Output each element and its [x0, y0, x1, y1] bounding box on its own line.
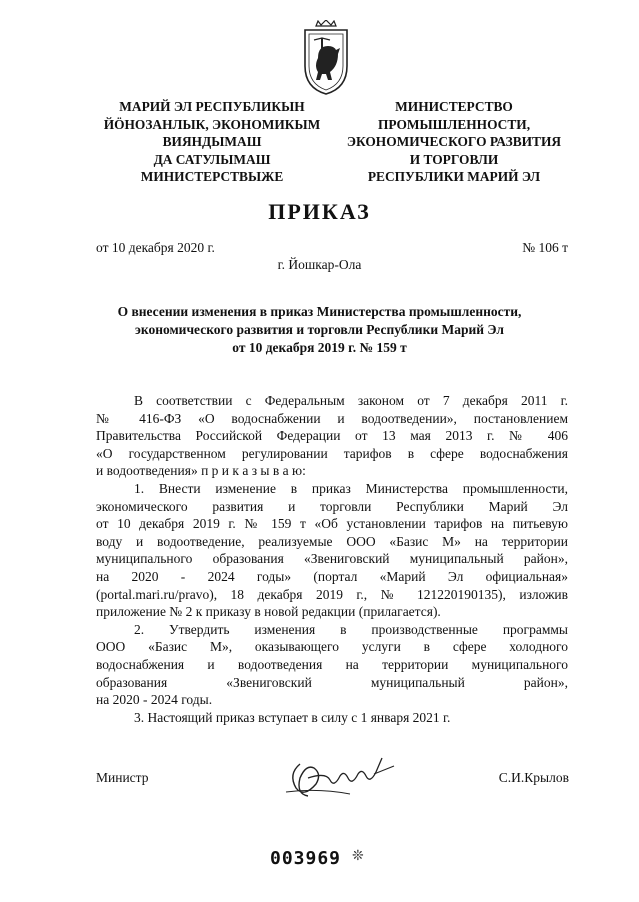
- header-line: И ТОРГОВЛИ: [409, 151, 499, 167]
- body-line: приложение № 2 к приказу в новой редакции (прилагается).: [96, 604, 441, 620]
- body-line: экономического развития и торговли Республики Марий Эл: [96, 498, 568, 514]
- body-line: и водоотведения» п р и к а з ы в а ю:: [96, 463, 306, 479]
- body-line: ООО «Базис М», оказывающего услуги в сфере холодного: [96, 639, 568, 655]
- header-line: МИНИСТЕРСТВО: [395, 99, 513, 114]
- document-title: ПРИКАЗ: [268, 199, 371, 224]
- header-line: МАРИЙ ЭЛ РЕСПУБЛИКЫН: [119, 99, 305, 114]
- body-paragraph-1: [96, 480, 568, 621]
- header-line: ЭКОНОМИЧЕСКОГО РАЗВИТИЯ: [346, 134, 562, 149]
- body-paragraph-3: [96, 709, 568, 727]
- body-line: «О государственном регулировании тарифов в сфере водоснабжения: [96, 445, 568, 461]
- body-line: № 416-ФЗ «О водоснабжении и водоотведении», постановлением: [96, 410, 568, 426]
- body-line: от 10 декабря 2019 г. № 159 т «Об установлении тарифов на питьевую: [96, 516, 568, 532]
- header-line: МИНИСТЕРСТВЫЖЕ: [140, 169, 284, 184]
- handwritten-signature-icon: [278, 744, 406, 806]
- header-line: ЙӦНОЗАНЛЫК, ЭКОНОМИКЫМ: [103, 116, 321, 132]
- body-paragraph-2: [96, 621, 568, 709]
- document-body: [96, 392, 568, 726]
- subject-line: от 10 декабря 2019 г. № 159 т: [232, 340, 407, 355]
- signatory-title: Министр: [96, 770, 149, 785]
- document-date: от 10 декабря 2020 г.: [96, 240, 215, 255]
- body-line: (portal.mari.ru/pravo), 18 декабря 2019 г., № 121220190135), изложив: [96, 586, 568, 602]
- coat-of-arms-icon: [298, 20, 354, 96]
- body-line: В соответствии с Федеральным законом от 7 декабря 2011 г.: [134, 393, 568, 408]
- document-subject: [0, 303, 639, 357]
- document-city: г. Йошкар-Ола: [277, 257, 362, 272]
- subject-line: экономического развития и торговли Республики Марий Эл: [135, 322, 504, 337]
- body-line: 2. Утвердить изменения в производственные программы: [134, 621, 568, 637]
- body-line: на 2020 - 2024 годы.: [96, 692, 213, 708]
- body-paragraph-preamble: [96, 392, 568, 480]
- body-line: 1. Внести изменение в приказ Министерства промышленности,: [134, 480, 568, 496]
- header-line: ПРОМЫШЛЕННОСТИ,: [377, 116, 531, 132]
- ornament-icon: ❊: [352, 849, 364, 864]
- header-ministry-mari: [82, 98, 342, 186]
- body-line: образования «Звениговский муниципальный район»,: [96, 674, 568, 690]
- body-line: 3. Настоящий приказ вступает в силу с 1 января 2021 г.: [134, 709, 451, 725]
- body-line: водоснабжения и водоотведения на территории муниципального: [96, 656, 568, 672]
- subject-line: О внесении изменения в приказ Министерства промышленности,: [117, 304, 522, 319]
- serial-number: 003969: [270, 848, 342, 869]
- body-line: Правительства Российской Федерации от 13 мая 2013 г. № 406: [96, 428, 568, 444]
- header-line: ВИЯНДЫМАШ: [162, 134, 262, 149]
- header-ministry-russian: [322, 98, 586, 186]
- body-line: на 2020 - 2024 годы» (портал «Марий Эл официальная»: [96, 568, 568, 584]
- body-line: воду и водоотведение, реализуемые ООО «Базис М» на территории: [96, 533, 568, 549]
- signatory-name: С.И.Крылов: [498, 770, 569, 785]
- header-line: ДА САТУЛЫМАШ: [153, 151, 271, 167]
- document-number: № 106 т: [522, 240, 568, 255]
- header-line: РЕСПУБЛИКИ МАРИЙ ЭЛ: [367, 169, 541, 184]
- body-line: муниципального образования «Звениговский муниципальный район»,: [96, 551, 568, 567]
